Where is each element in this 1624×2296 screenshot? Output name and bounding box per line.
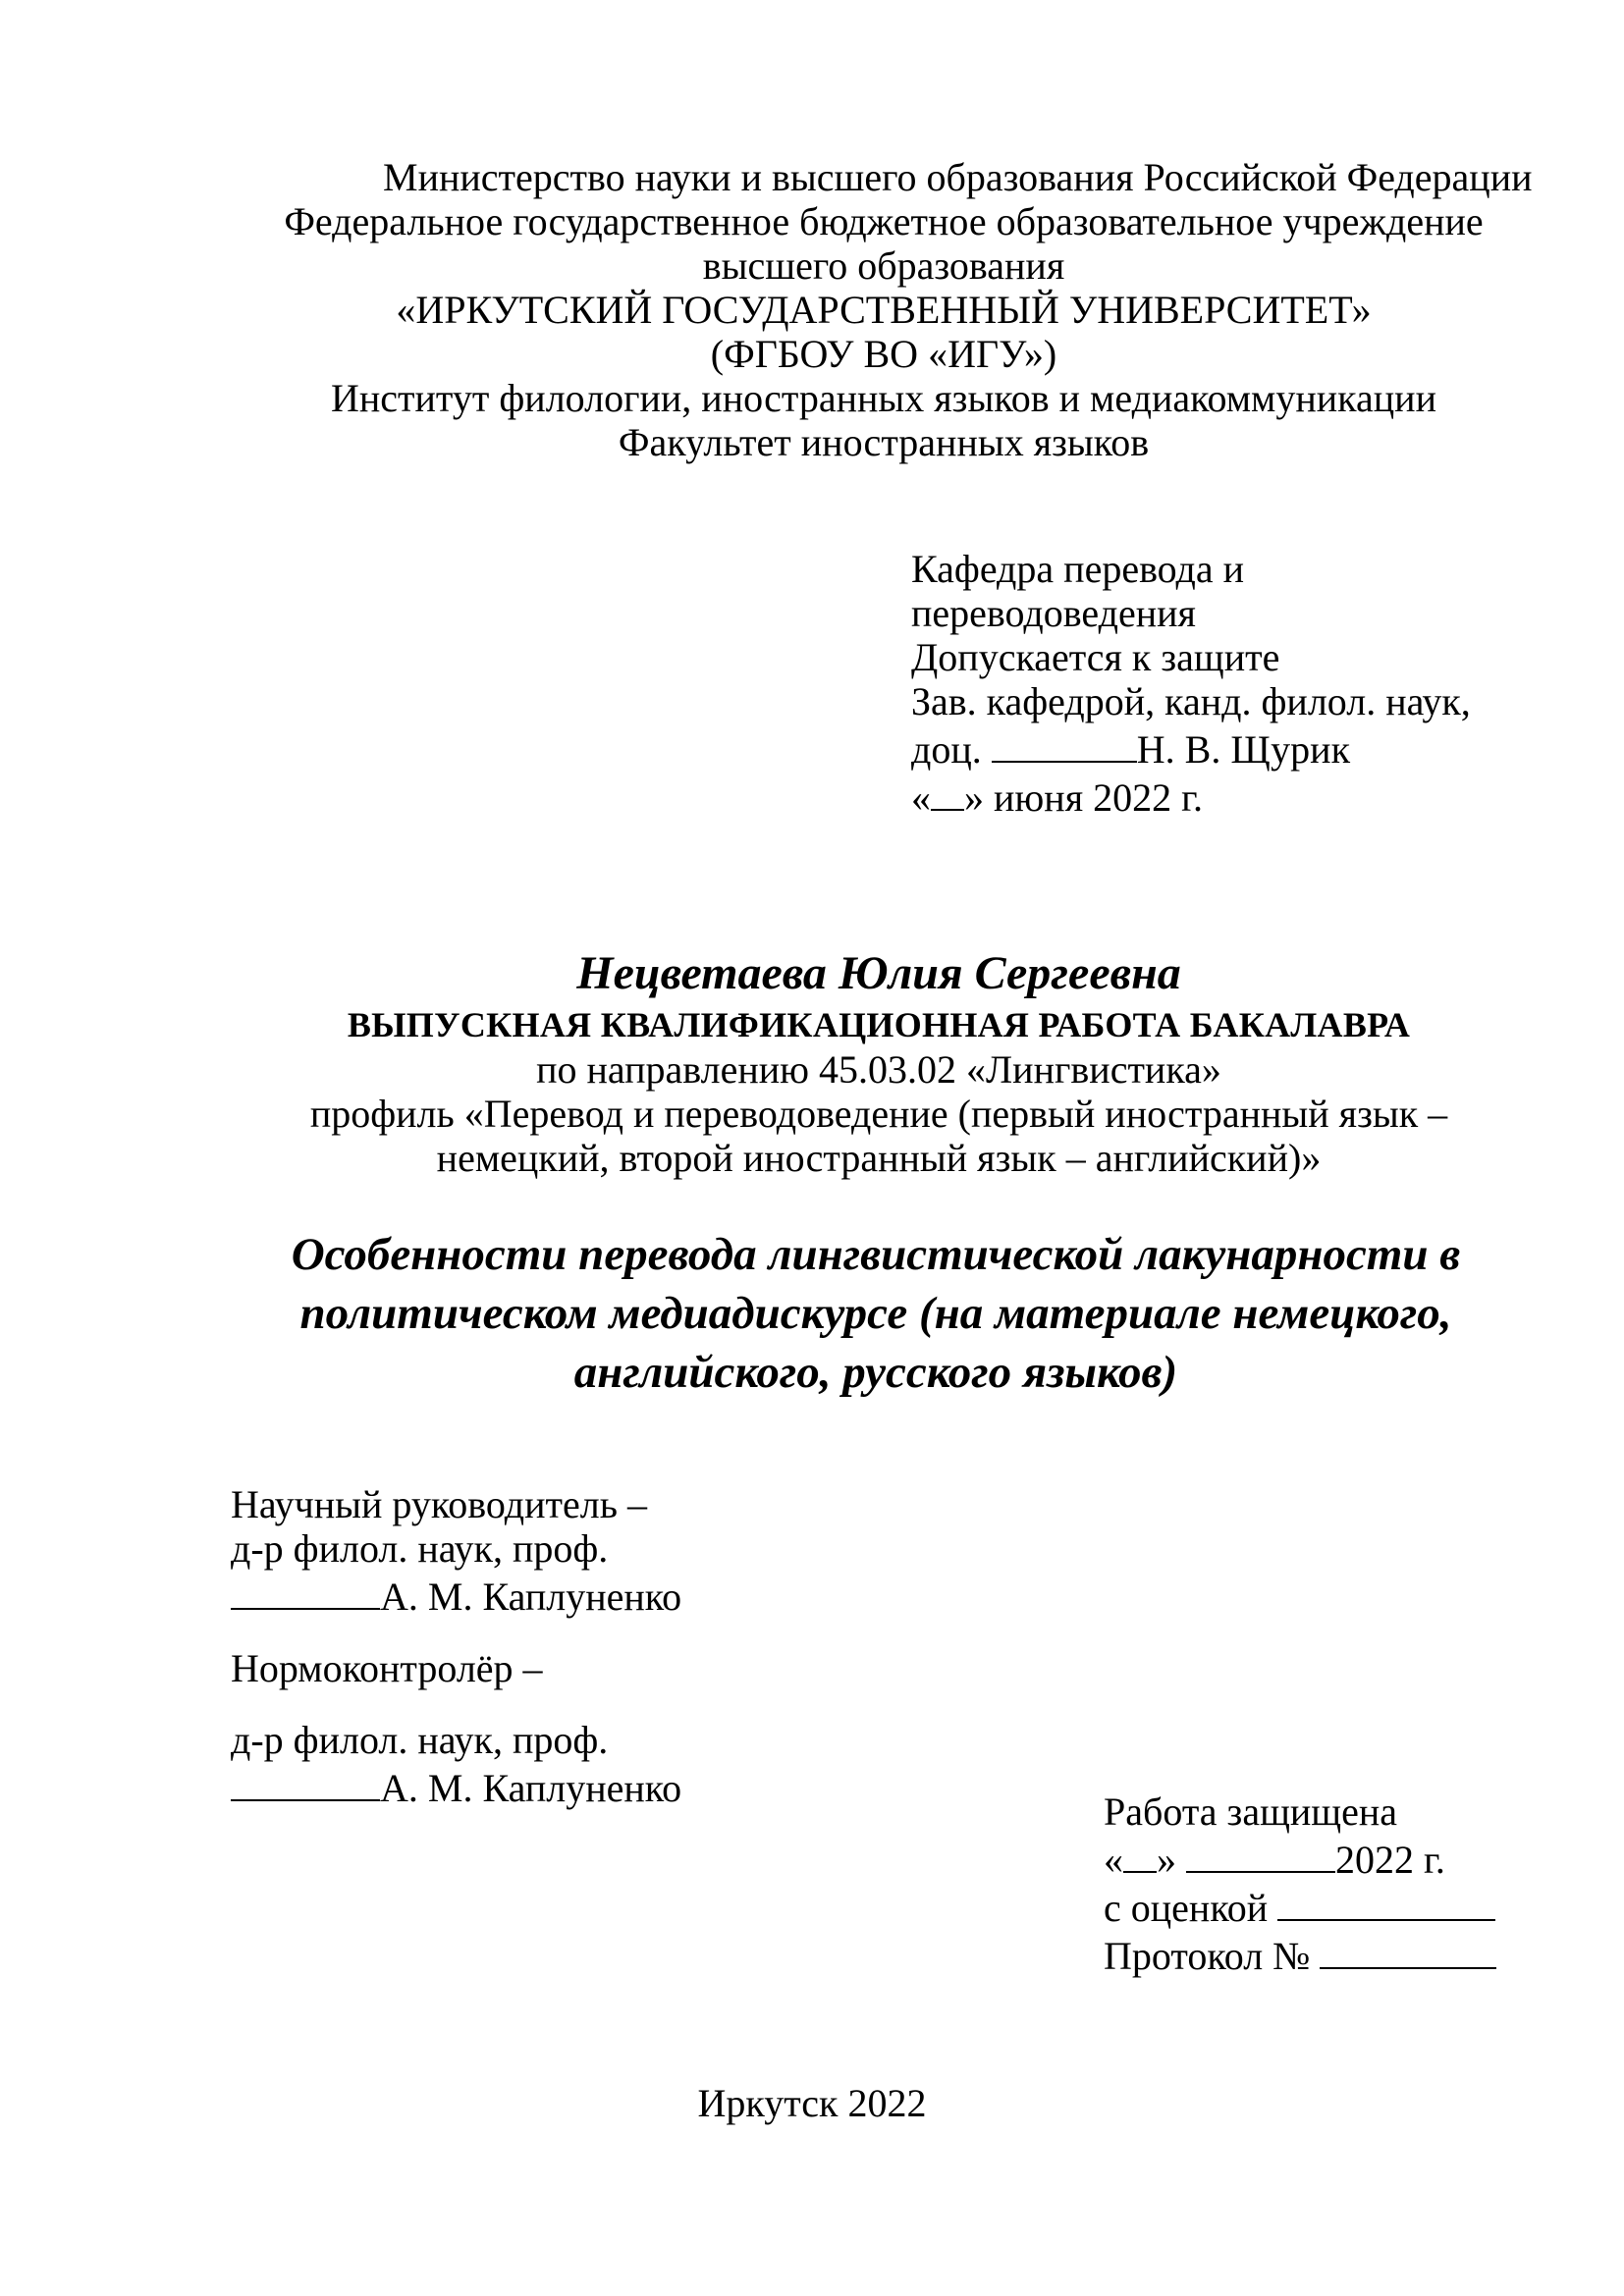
spacer bbox=[231, 1690, 918, 1718]
defense-day-blank bbox=[1123, 1834, 1157, 1873]
normcontrol-signature-line bbox=[231, 1762, 918, 1810]
protocol-line bbox=[1104, 1930, 1555, 1978]
city-year: Иркутск 2022 bbox=[697, 2081, 927, 2125]
profile-line-2: немецкий, второй иностранный язык – английский)» bbox=[436, 1136, 1322, 1180]
supervisor-role: Научный руководитель – bbox=[231, 1482, 647, 1526]
protocol-label: Протокол № bbox=[1104, 1934, 1311, 1978]
university-name-line: «ИРКУТСКИЙ ГОСУДАРСТВЕННЫЙ УНИВЕРСИТЕТ» bbox=[396, 288, 1372, 332]
thesis-title-line-3: английского, русского языков) bbox=[573, 1347, 1178, 1398]
institution-type-line: Федеральное государственное бюджетное образовательное учреждение bbox=[284, 199, 1484, 243]
defense-status: Работа защищена bbox=[1104, 1789, 1398, 1834]
faculty-line: Факультет иностранных языков bbox=[618, 420, 1150, 464]
grade-line bbox=[1104, 1882, 1555, 1930]
supervisor-signature-blank bbox=[231, 1571, 380, 1610]
university-abbr-line: (ФГБОУ ВО «ИГУ») bbox=[710, 332, 1057, 376]
defense-date-line bbox=[1104, 1834, 1555, 1882]
head-prefix: доц. bbox=[911, 727, 982, 772]
approval-block bbox=[911, 547, 1520, 820]
head-signature-blank bbox=[992, 723, 1137, 763]
defense-date-open: « bbox=[1104, 1838, 1123, 1882]
normcontrol-degree: д-р филол. наук, проф. bbox=[231, 1718, 609, 1762]
normcontrol-name: А. М. Каплуненко bbox=[380, 1766, 682, 1810]
supervisor-degree: д-р филол. наук, проф. bbox=[231, 1526, 609, 1571]
institute-line: Институт филологии, иностранных языков и медиакоммуникации bbox=[331, 376, 1436, 420]
admitted-line: Допускается к защите bbox=[911, 635, 1280, 679]
defense-block bbox=[1104, 1789, 1555, 1978]
education-level-line: высшего образования bbox=[702, 243, 1065, 288]
thesis-title bbox=[218, 1225, 1534, 1402]
approval-date-line bbox=[911, 772, 1520, 820]
thesis-title-line-2: политическом медиадискурсе (на материале немецкого, bbox=[299, 1288, 1452, 1339]
thesis-title-line-1: Особенности перевода лингвистической лакунарности в bbox=[291, 1229, 1461, 1280]
spacer bbox=[231, 1619, 918, 1646]
normcontrol-role: Нормоконтролёр – bbox=[231, 1646, 543, 1690]
defense-month-blank bbox=[1186, 1834, 1335, 1873]
head-name: Н. В. Щурик bbox=[1136, 727, 1351, 772]
work-type: ВЫПУСКНАЯ КВАЛИФИКАЦИОННАЯ РАБОТА БАКАЛАВРА bbox=[347, 1005, 1411, 1044]
department-line-1: Кафедра перевода и bbox=[911, 547, 1245, 591]
grade-blank bbox=[1277, 1882, 1495, 1921]
protocol-blank bbox=[1320, 1930, 1496, 1969]
defense-year: 2022 г. bbox=[1335, 1838, 1445, 1882]
institution-header bbox=[275, 155, 1533, 464]
defense-date-mid: » bbox=[1157, 1838, 1176, 1882]
direction-line: по направлению 45.03.02 «Лингвистика» bbox=[536, 1047, 1221, 1092]
supervisor-name: А. М. Каплуненко bbox=[380, 1575, 682, 1619]
approval-date-close: » июня 2022 г. bbox=[964, 775, 1203, 820]
supervisors-block bbox=[231, 1482, 918, 1810]
head-title-line: Зав. кафедрой, канд. филол. наук, bbox=[911, 679, 1471, 723]
normcontrol-signature-blank bbox=[231, 1762, 380, 1801]
approval-date-open: « bbox=[911, 775, 931, 820]
footer bbox=[0, 2081, 1624, 2125]
author-name: Нецветаева Юлия Сергеевна bbox=[576, 947, 1181, 999]
supervisor-signature-line bbox=[231, 1571, 918, 1619]
profile-line-1: профиль «Перевод и переводоведение (первый иностранный язык – bbox=[309, 1092, 1448, 1136]
department-line-2: переводоведения bbox=[911, 591, 1196, 635]
ministry-line: Министерство науки и высшего образования Российской Федерации bbox=[383, 155, 1533, 199]
head-signature-line bbox=[911, 723, 1520, 772]
author-block bbox=[245, 945, 1512, 1180]
approval-day-blank bbox=[931, 772, 964, 811]
grade-label: с оценкой bbox=[1104, 1886, 1269, 1930]
